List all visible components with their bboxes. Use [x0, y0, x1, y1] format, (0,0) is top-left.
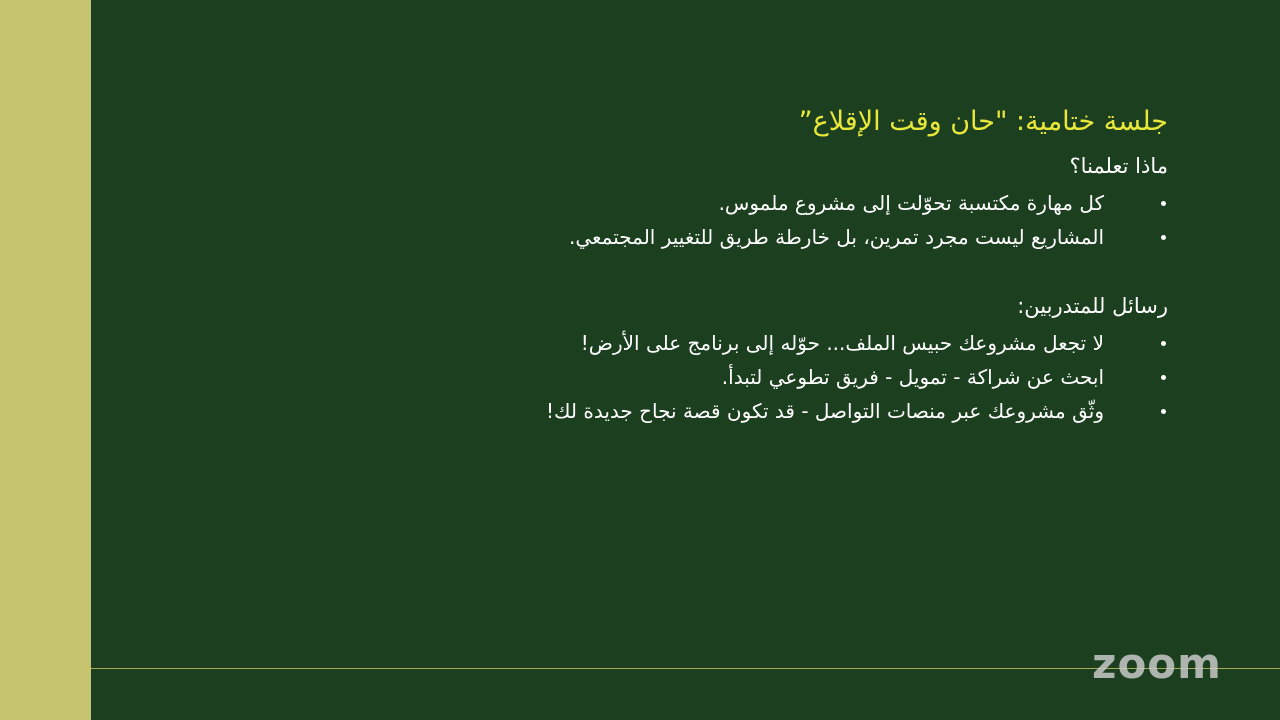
- list-item-text: لا تجعل مشروعك حبيس الملف... حوّله إلى برنامج على الأرض!: [580, 331, 1104, 355]
- zoom-watermark-logo: zoom: [1092, 639, 1222, 688]
- messages-heading: رسائل للمتدربين:: [1017, 294, 1168, 318]
- list-item: [408, 326, 1168, 360]
- presentation-slide: [91, 0, 1280, 720]
- list-item-text: المشاريع ليست مجرد تمرين، بل خارطة طريق للتغيير المجتمعي.: [568, 225, 1104, 249]
- slide-title: جلسة ختامية: "حان وقت الإقلاع”: [798, 106, 1168, 137]
- learned-heading: ماذا تعلمنا؟: [1069, 154, 1168, 178]
- list-item: [408, 186, 1168, 220]
- list-item: [408, 360, 1168, 394]
- list-item-text: ابحث عن شراكة - تمويل - فريق تطوعي لتبدأ.: [721, 365, 1104, 389]
- bullet-icon: [1161, 201, 1166, 206]
- messages-list: [408, 326, 1168, 428]
- section-spacer: [408, 254, 1168, 290]
- bullet-icon: [1161, 235, 1166, 240]
- bullet-icon: [1161, 375, 1166, 380]
- list-item: [408, 220, 1168, 254]
- list-item-text: وثّق مشروعك عبر منصات التواصل - قد تكون قصة نجاح جديدة لك!: [546, 399, 1104, 423]
- list-item-text: كل مهارة مكتسبة تحوّلت إلى مشروع ملموس.: [718, 191, 1104, 215]
- side-accent-band: [0, 0, 91, 720]
- bullet-icon: [1161, 341, 1166, 346]
- learned-list: [408, 186, 1168, 254]
- slide-content: [408, 100, 1168, 428]
- bullet-icon: [1161, 409, 1166, 414]
- list-item: [408, 394, 1168, 428]
